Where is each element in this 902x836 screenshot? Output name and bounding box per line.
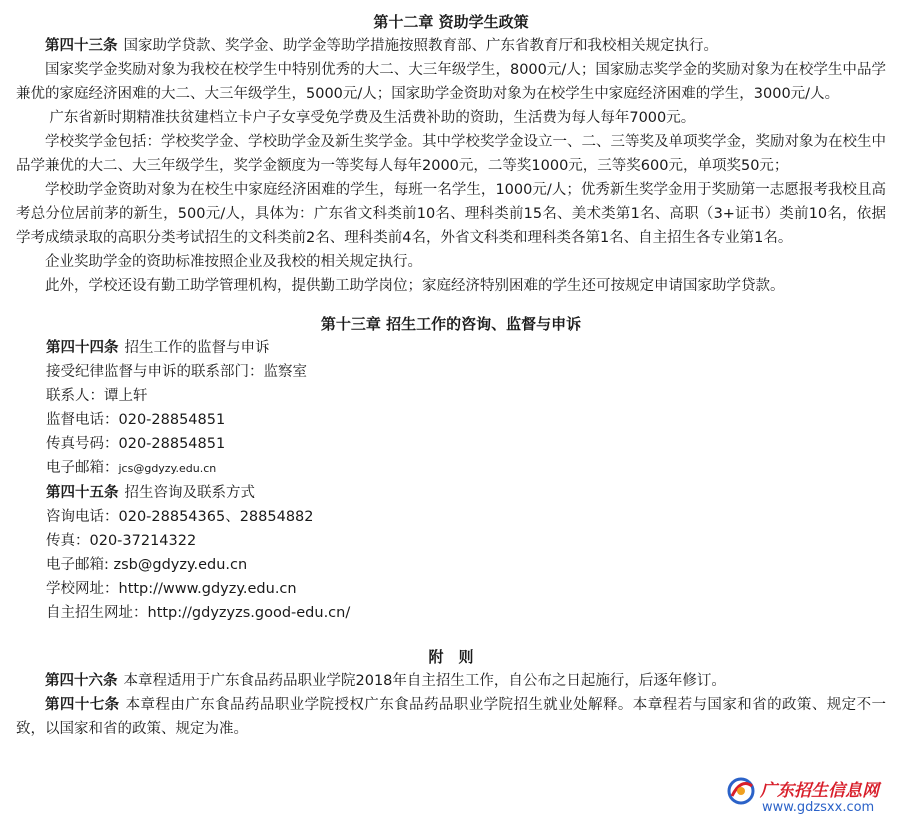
document-page	[16, 10, 886, 741]
school-website[interactable]: 学校网址：http://www.gdyzy.edu.cn	[46, 581, 297, 597]
article-45	[16, 481, 886, 505]
chapter-12-body	[16, 34, 886, 298]
article-46-text: 本章程适用于广东食品药品职业学院2018年自主招生工作，自公布之日起施行，后逐年修订。	[123, 673, 726, 689]
article-45-text: 招生咨询及联系方式	[124, 485, 255, 501]
article-47-text: 本章程由广东食品药品职业学院授权广东食品药品职业学院招生就业处解释。本章程若与国家和省的政策、规定不一致，以国家和省的政策、规定为准。	[16, 697, 886, 737]
site-logo-icon	[726, 776, 756, 806]
article-45-label: 第四十五条	[46, 485, 119, 501]
paragraph-school-grant: 学校助学金资助对象为在校生中家庭经济困难的学生，每班一名学生，1000元/人；优秀新生奖学金用于奖励第一志愿报考我校且高考总分位居前茅的新生，500元/人，具体为：广东省文科类前10名、理科类前15名、美术类第1名、高职（3+证书）类前10名，依据学考成绩录取的高职分类考试招生的文科类前2名、理科类前4名，外省文科类和理科类各第1名、自主招生各专业第1名。	[16, 182, 886, 246]
article-46-label: 第四十六条	[45, 673, 118, 689]
watermark-url[interactable]: www.gdzsxx.com	[762, 800, 875, 815]
supervision-email-link[interactable]: jcs@gdyzy.edu.cn	[118, 462, 217, 475]
paragraph-poverty-aid: 广东省新时期精准扶贫建档立卡户子女享受免学费及生活费补助的资助，生活费为每人每年7000元。	[49, 110, 696, 126]
article-44-text: 招生工作的监督与申诉	[124, 340, 270, 356]
article-44	[16, 336, 886, 360]
article-47-label: 第四十七条	[45, 697, 120, 713]
article-43-label: 第四十三条	[45, 38, 118, 54]
consult-fax: 传真：020-37214322	[46, 533, 197, 549]
paragraph-national-scholarship: 国家奖学金奖励对象为我校在校学生中特别优秀的大二、大三年级学生，8000元/人；国家励志奖学金的奖励对象为在校学生中品学兼优的家庭经济困难的大二、大三年级学生，5000元/人；国家助学金资助对象为在校学生中家庭经济困难的学生，3000元/人。	[16, 62, 886, 102]
supervision-fax: 传真号码：020-28854851	[46, 436, 226, 452]
appendix-title: 附 则	[428, 648, 474, 666]
paragraph-enterprise-grant: 企业奖助学金的资助标准按照企业及我校的相关规定执行。	[45, 254, 422, 270]
supervision-email-label: 电子邮箱：	[46, 460, 119, 476]
article-43	[16, 34, 886, 58]
consult-phone: 咨询电话：020-28854365、28854882	[46, 509, 314, 525]
article-47	[16, 693, 886, 741]
chapter-13-title: 第十三章 招生工作的咨询、监督与申诉	[320, 315, 582, 333]
consult-email[interactable]: 电子邮箱: zsb@gdyzy.edu.cn	[46, 557, 248, 573]
article-44-label: 第四十四条	[46, 340, 119, 356]
supervision-email	[16, 456, 886, 481]
supervision-phone: 监督电话：020-28854851	[46, 412, 226, 428]
watermark-title: 广东招生信息网	[760, 781, 879, 801]
article-43-text: 国家助学贷款、奖学金、助学金等助学措施按照教育部、广东省教育厅和我校相关规定执行。	[123, 38, 718, 54]
chapter-13-body	[16, 336, 886, 625]
paragraph-work-study: 此外，学校还设有勤工助学管理机构，提供勤工助学岗位；家庭经济特别困难的学生还可按规定申请国家助学贷款。	[45, 278, 785, 294]
article-46	[16, 669, 886, 693]
contact-person: 联系人：谭上轩	[46, 388, 148, 404]
paragraph-school-scholarship: 学校奖学金包括：学校奖学金、学校助学金及新生奖学金。其中学校奖学金设立一、二、三等奖及单项奖学金，奖励对象为在校生中品学兼优的大二、大三年级学生，奖学金额度为一等奖每人每年2000元，二等奖1000元，三等奖600元，单项奖50元；	[16, 134, 886, 174]
supervision-department: 接受纪律监督与申诉的联系部门：监察室	[46, 364, 307, 380]
chapter-12-title: 第十二章 资助学生政策	[373, 13, 529, 31]
appendix-body	[16, 669, 886, 741]
admission-website[interactable]: 自主招生网址：http://gdyzyzs.good-edu.cn/	[46, 605, 351, 621]
watermark	[688, 762, 888, 826]
